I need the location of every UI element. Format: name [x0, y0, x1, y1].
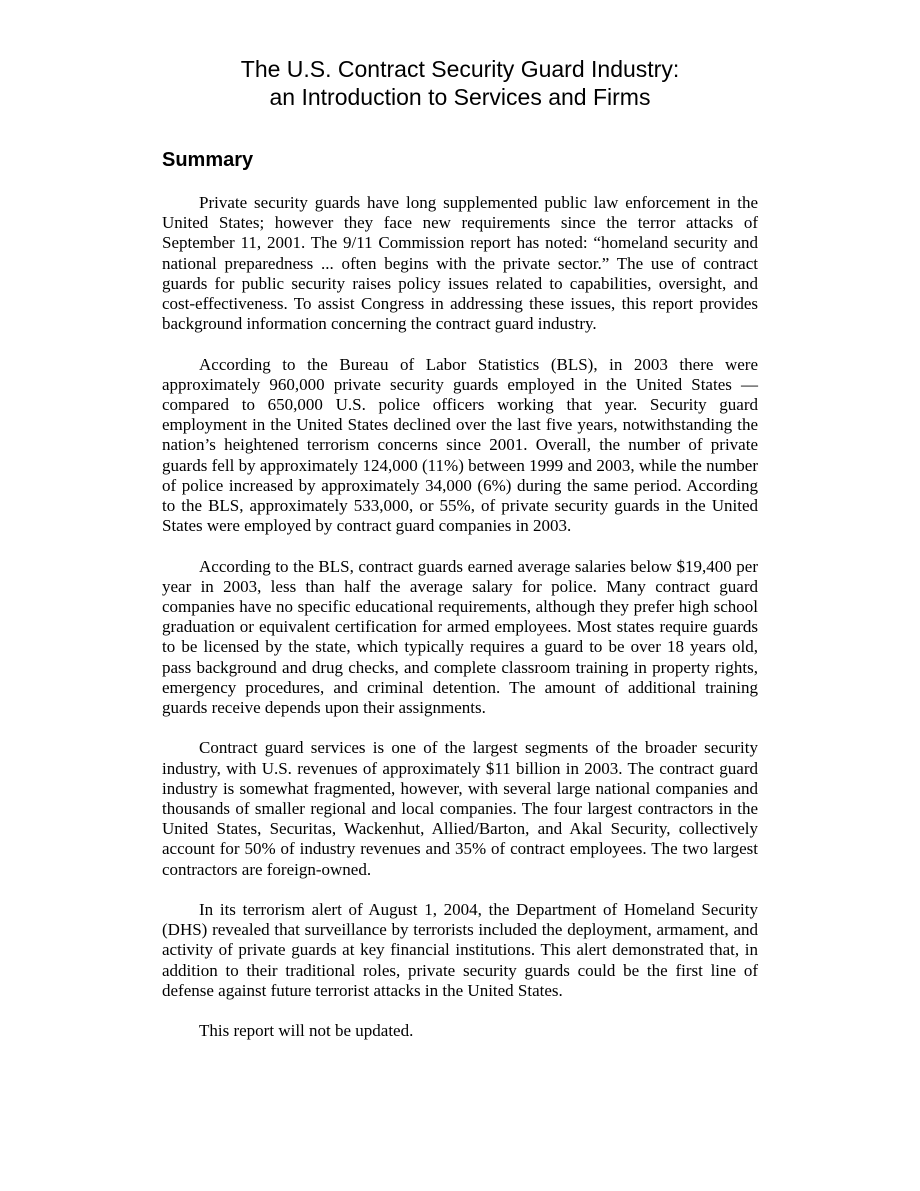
document-title [0, 55, 920, 111]
title-line-1: The U.S. Contract Security Guard Industry: [240, 56, 680, 82]
title-line-2: an Introduction to Services and Firms [269, 84, 651, 110]
paragraph: According to the Bureau of Labor Statistics (BLS), in 2003 there were approximately 960,000 private security guards employed in the United States — compared to 650,000 U.S. police officers working that year. Security guard employment in the United States declined over the last five years, notwithstanding the nation’s heightened terrorism concerns since 2001. Overall, the number of private guards fell by approximately 124,000 (11%) between 1999 and 2003, while the number of police increased by approximately 34,000 (6%) during the same period. According to the BLS, approximately 533,000, or 55%, of private security guards in the United States were employed by contract guard companies in 2003. [162, 354, 758, 536]
paragraph: Contract guard services is one of the largest segments of the broader security industry, with U.S. revenues of approximately $11 billion in 2003. The contract guard industry is somewhat fragmented, however, with several large national companies and thousands of smaller regional and local companies. The four largest contractors in the United States, Securitas, Wackenhut, Allied/Barton, and Akal Security, collectively account for 50% of industry revenues and 35% of contract employees. The two largest contractors are foreign-owned. [162, 738, 758, 879]
summary-body [162, 193, 758, 1062]
paragraph: Private security guards have long supplemented public law enforcement in the United States; however they face new requirements since the terror attacks of September 11, 2001. The 9/11 Commission report has noted: “homeland security and national preparedness ... often begins with the private sector.” The use of contract guards for public security raises policy issues related to capabilities, oversight, and cost-effectiveness. To assist Congress in addressing these issues, this report provides background information concerning the contract guard industry. [162, 193, 758, 334]
paragraph: According to the BLS, contract guards earned average salaries below $19,400 per year in 2003, less than half the average salary for police. Many contract guard companies have no specific educational requirements, although they prefer high school graduation or equivalent certification for armed employees. Most states require guards to be licensed by the state, which typically requires a guard to be over 18 years old, pass background and drug checks, and complete classroom training in property rights, emergency procedures, and criminal detention. The amount of additional training guards receive depends upon their assignments. [162, 556, 758, 718]
paragraph: In its terrorism alert of August 1, 2004, the Department of Homeland Security (DHS) revealed that surveillance by terrorists included the deployment, armament, and activity of private guards at key financial institutions. This alert demonstrated that, in addition to their traditional roles, private security guards could be the first line of defense against future terrorist attacks in the United States. [162, 900, 758, 1000]
closing-note: This report will not be updated. [199, 1021, 414, 1041]
section-heading: Summary [162, 149, 254, 171]
